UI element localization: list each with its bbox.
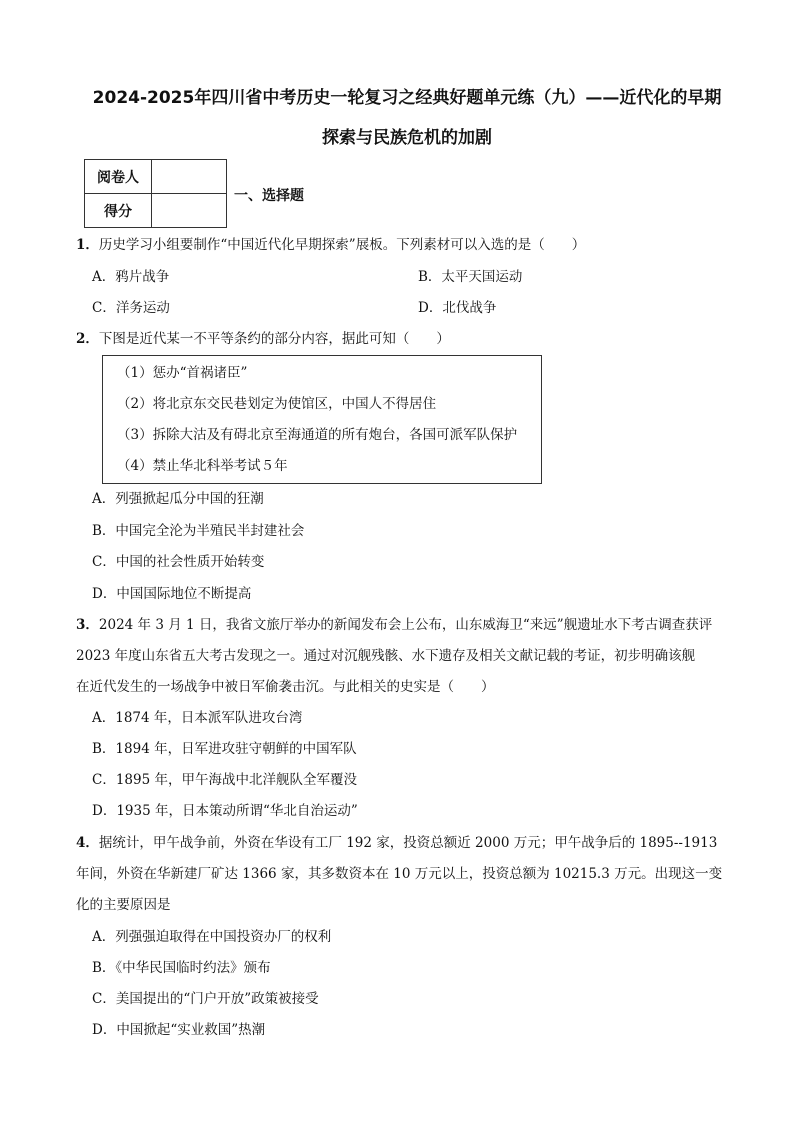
reviewer-label: 阅卷人	[85, 160, 152, 194]
reviewer-blank-cell	[152, 160, 227, 194]
question-3-option-a: A．1874 年，日本派军队进攻台湾	[92, 710, 303, 726]
question-3-option-d: D．1935 年，日本策动所谓“华北自治运动”	[92, 803, 358, 819]
section-heading: 一、选择题	[234, 188, 304, 204]
question-4-stem-line-2: 年间，外资在华新建厂矿达 1366 家，其多数资本在 10 万元以上，投资总额为 10215.3 万元。出现这一变	[76, 866, 723, 882]
question-3-stem-line-3: 在近代发生的一场战争中被日军偷袭击沉。与此相关的史实是（ ）	[76, 679, 495, 695]
question-4-stem-line-1	[76, 834, 717, 852]
question-3-stem-line-1	[76, 616, 712, 634]
question-1-option-b: B．太平天国运动	[418, 269, 523, 285]
treaty-clause-2: （2）将北京东交民巷划定为使馆区，中国人不得居住	[117, 396, 437, 412]
question-4-option-d: D．中国掀起“实业救国”热潮	[92, 1022, 266, 1038]
treaty-excerpt-box	[102, 355, 542, 484]
question-number: 1．	[76, 237, 99, 253]
treaty-clause-1: （1）惩办“首祸诸臣”	[117, 365, 248, 381]
page-title-line-2: 探索与民族危机的加剧	[322, 128, 492, 148]
question-1-stem	[76, 236, 585, 254]
score-blank-cell	[152, 194, 227, 228]
score-label: 得分	[85, 194, 152, 228]
question-2-stem	[76, 330, 450, 348]
treaty-clause-4: （4）禁止华北科举考试５年	[117, 458, 288, 474]
question-4-option-a: A．列强强迫取得在中国投资办厂的权利	[92, 929, 332, 945]
question-4-option-b: B．《中华民国临时约法》颁布	[92, 960, 271, 976]
question-number: 4．	[76, 835, 99, 851]
question-4-stem-line-3: 化的主要原因是	[76, 897, 171, 913]
question-2-option-d: D．中国国际地位不断提高	[92, 586, 252, 602]
question-1-option-a: A．鸦片战争	[92, 269, 170, 285]
question-text: 历史学习小组要制作“中国近代化早期探索”展板。下列素材可以入选的是（ ）	[98, 237, 586, 253]
question-number: 2．	[76, 331, 99, 347]
question-text: 据统计，甲午战争前，外资在华设有工厂 192 家，投资总额近 2000 万元；甲午战争后的 1895--1913	[98, 835, 718, 851]
question-number: 3．	[76, 617, 99, 633]
question-2-option-a: A．列强掀起瓜分中国的狂潮	[92, 491, 264, 507]
score-table	[84, 159, 227, 228]
question-2-option-b: B．中国完全沦为半殖民半封建社会	[92, 523, 305, 539]
question-3-option-b: B．1894 年，日军进攻驻守朝鲜的中国军队	[92, 741, 357, 757]
page-title-line-1: 2024-2025年四川省中考历史一轮复习之经典好题单元练（九）——近代化的早期	[92, 88, 722, 108]
treaty-clause-3: （3）拆除大沽及有碍北京至海通道的所有炮台，各国可派军队保护	[117, 427, 518, 443]
question-3-stem-line-2: 2023 年度山东省五大考古发现之一。通过对沉舰残骸、水下遗存及相关文献记载的考证，初步明确该舰	[76, 648, 696, 664]
question-1-option-d: D．北伐战争	[418, 300, 497, 316]
question-4-option-c: C．美国提出的“门户开放”政策被接受	[92, 991, 319, 1007]
question-text: 下图是近代某一不平等条约的部分内容，据此可知（ ）	[98, 331, 450, 347]
question-1-option-c: C．洋务运动	[92, 300, 170, 316]
question-2-option-c: C．中国的社会性质开始转变	[92, 554, 265, 570]
question-text: 2024 年 3 月 1 日，我省文旅厅举办的新闻发布会上公布，山东威海卫“来远”舰遗址水下考古调查获评	[98, 617, 713, 633]
question-3-option-c: C．1895 年，甲午海战中北洋舰队全军覆没	[92, 772, 357, 788]
